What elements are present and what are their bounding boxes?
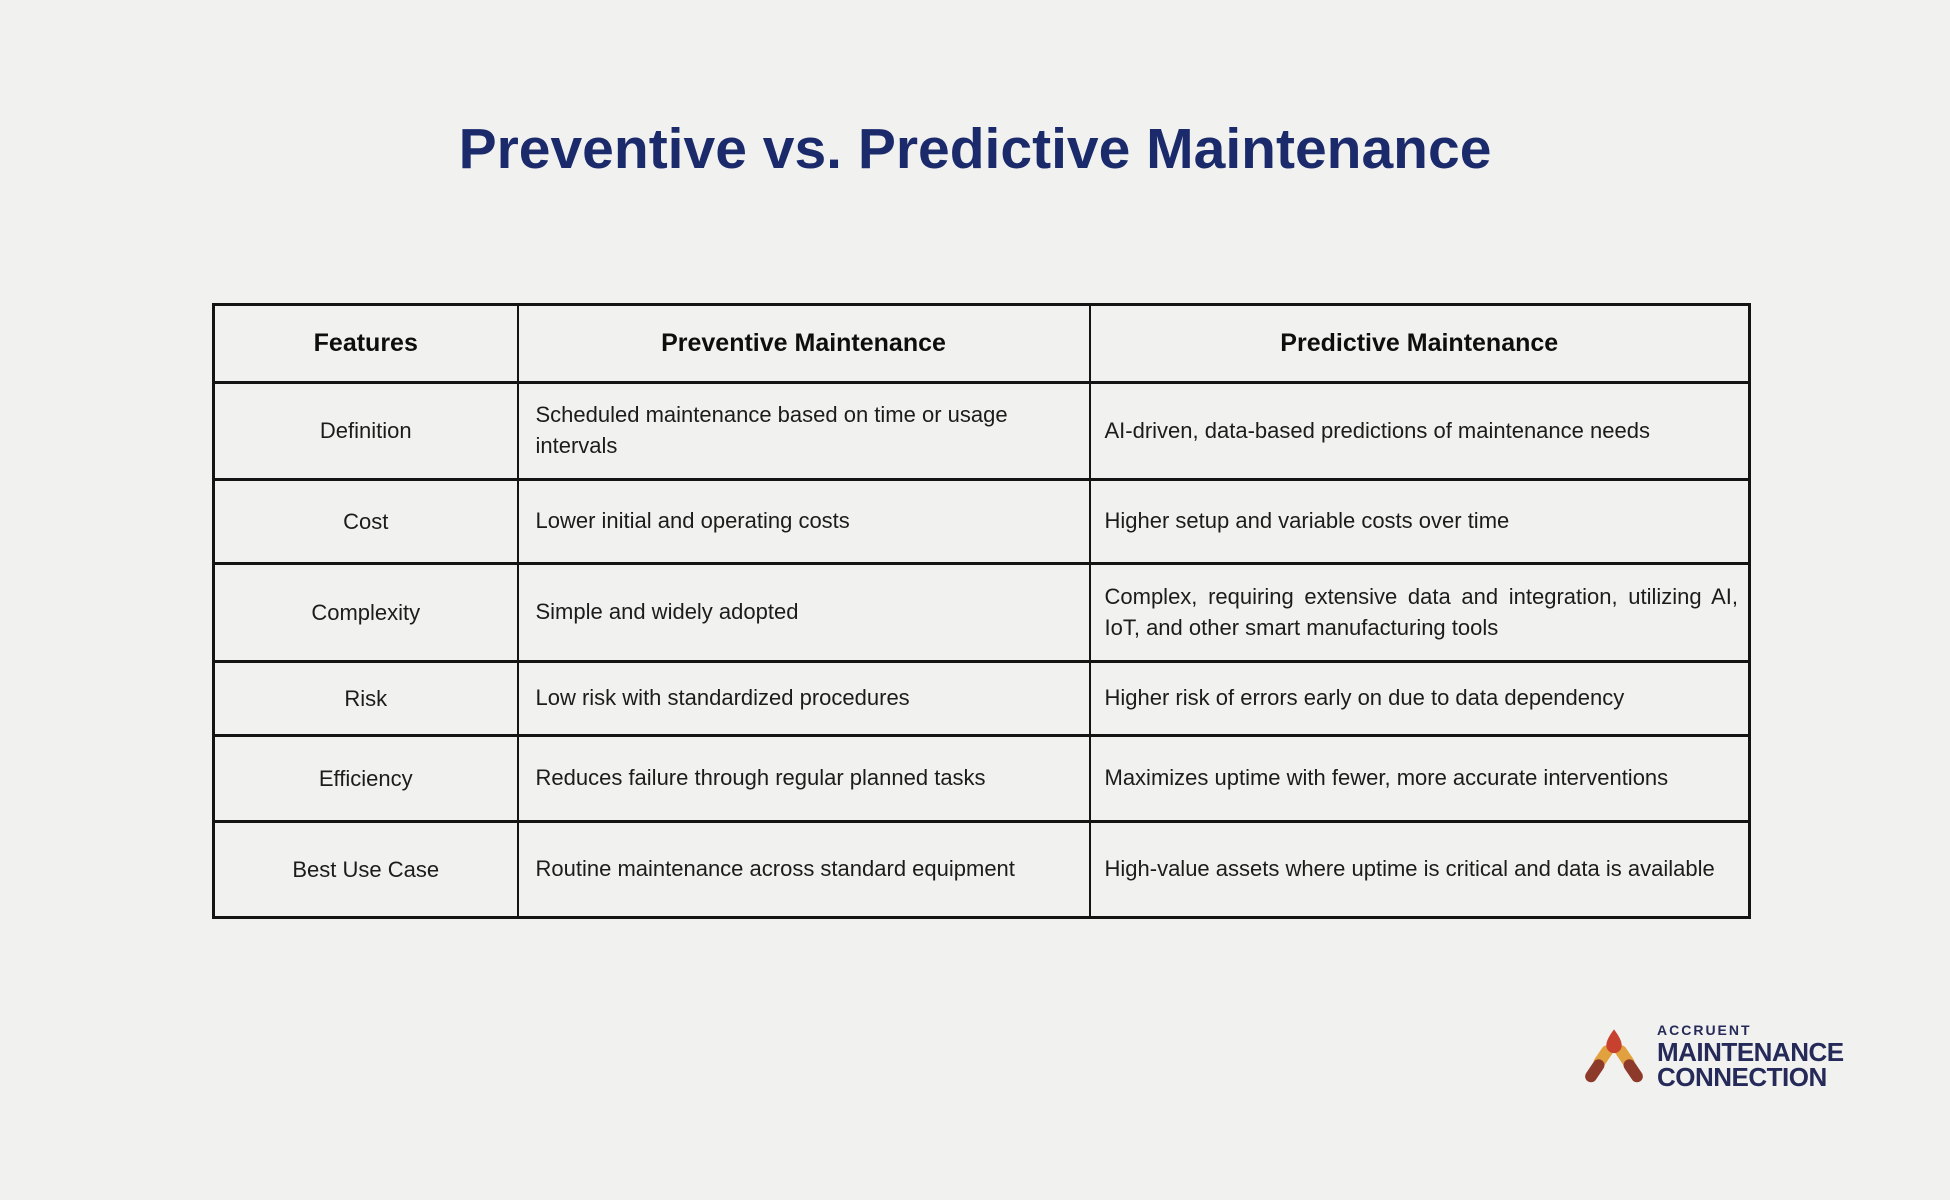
page-title: Preventive vs. Predictive Maintenance [458,117,1492,181]
feature-cell: Efficiency [214,736,518,822]
feature-cell: Best Use Case [214,822,518,918]
table-header-row [214,305,1750,383]
accruent-maintenance-connection-logo [1584,1022,1844,1091]
accruent-logo-icon [1584,1028,1644,1085]
table-row-cost [214,480,1750,564]
table-row-best-use-case [214,822,1750,918]
logo-text [1657,1022,1844,1091]
predictive-cell: AI-driven, data-based predictions of maintenance needs [1090,383,1750,480]
logo-company-name: ACCRUENT [1657,1022,1752,1038]
logo-product-line1: MAINTENANCE [1657,1037,1844,1067]
preventive-cell: Lower initial and operating costs [518,480,1090,564]
feature-cell: Cost [214,480,518,564]
column-header-preventive: Preventive Maintenance [518,305,1090,383]
table-row-complexity [214,564,1750,662]
comparison-table [212,303,1751,919]
feature-cell: Risk [214,662,518,736]
predictive-cell: Higher setup and variable costs over time [1090,480,1750,564]
preventive-cell: Scheduled maintenance based on time or usage intervals [518,383,1090,480]
predictive-cell: Higher risk of errors early on due to data dependency [1090,662,1750,736]
preventive-cell: Routine maintenance across standard equipment [518,822,1090,918]
feature-cell: Complexity [214,564,518,662]
preventive-cell: Simple and widely adopted [518,564,1090,662]
preventive-cell: Low risk with standardized procedures [518,662,1090,736]
feature-cell: Definition [214,383,518,480]
table-row-definition [214,383,1750,480]
column-header-predictive: Predictive Maintenance [1090,305,1750,383]
table-row-risk [214,662,1750,736]
predictive-cell: Complex, requiring extensive data and integration, utilizing AI, IoT, and other smart manufacturing tools [1090,564,1750,662]
table-row-efficiency [214,736,1750,822]
logo-product-line2: CONNECTION [1657,1062,1827,1093]
column-header-features: Features [214,305,518,383]
predictive-cell: High-value assets where uptime is critical and data is available [1090,822,1750,918]
predictive-cell: Maximizes uptime with fewer, more accurate interventions [1090,736,1750,822]
preventive-cell: Reduces failure through regular planned tasks [518,736,1090,822]
